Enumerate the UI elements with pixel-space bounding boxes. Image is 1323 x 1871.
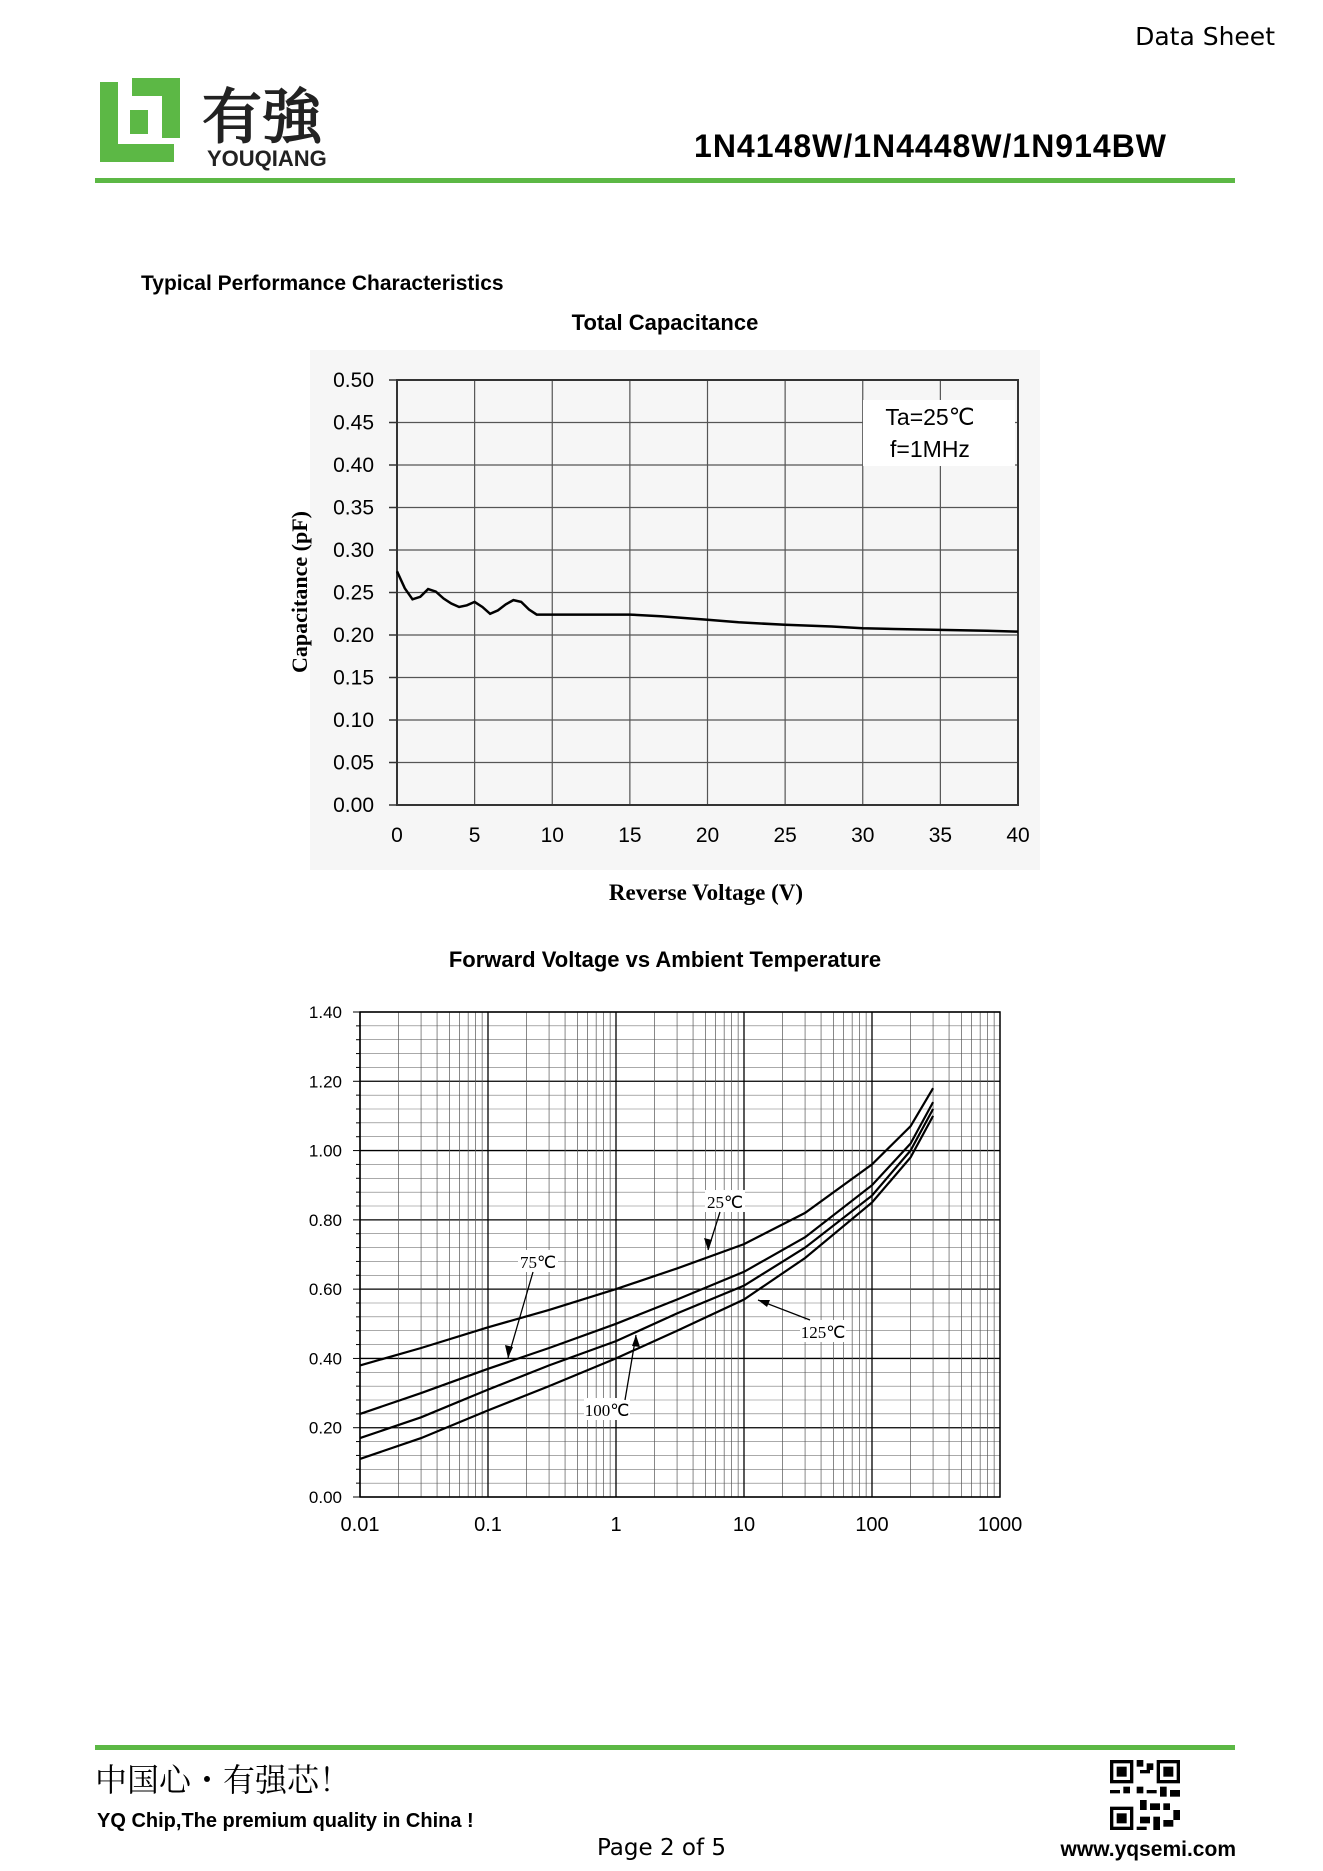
y-tick-label: 0.00 xyxy=(333,794,374,817)
label-125c: 125℃ xyxy=(800,1323,846,1342)
x-tick-label: 0.1 xyxy=(474,1514,502,1536)
chart-title: Forward Voltage vs Ambient Temperature xyxy=(448,947,882,972)
y-tick-label: 0.50 xyxy=(333,369,374,392)
logo-brand-en: YOUQIANG xyxy=(207,146,327,171)
series-line-25℃ xyxy=(360,1088,933,1365)
x-tick-label: 1000 xyxy=(977,1514,1023,1536)
qr-code-icon[interactable] xyxy=(1110,1760,1180,1830)
x-tick-label: 25 xyxy=(773,824,797,847)
x-axis-label: Reverse Voltage (V) xyxy=(608,880,804,905)
footer-slogan-cn: 中国心・有强芯！ xyxy=(95,1761,352,1799)
x-tick-label: 1 xyxy=(610,1514,622,1536)
y-tick-label: 0.40 xyxy=(333,454,374,477)
x-tick-label: 0.01 xyxy=(340,1514,380,1536)
page-number: Page 2 of 5 xyxy=(596,1835,727,1861)
x-tick-label: 0 xyxy=(391,824,403,847)
condition-frequency: f=1MHz xyxy=(890,436,970,462)
y-tick-label: 0.05 xyxy=(333,751,374,775)
y-tick-label: 0.00 xyxy=(308,1488,342,1507)
label-75c: 75℃ xyxy=(519,1253,557,1272)
x-tick-label: 35 xyxy=(928,824,953,847)
x-tick-label: 30 xyxy=(851,824,875,847)
x-tick-label: 40 xyxy=(1006,824,1030,847)
y-tick-label: 0.45 xyxy=(333,411,374,435)
section-title: Typical Performance Characteristics xyxy=(141,272,504,295)
x-tick-label: 10 xyxy=(540,824,564,847)
footer-divider xyxy=(95,1745,1235,1750)
condition-temperature: Ta=25℃ xyxy=(885,404,975,430)
y-tick-label: 0.15 xyxy=(333,666,374,690)
series-line-75℃ xyxy=(360,1102,933,1414)
y-tick-label: 0.35 xyxy=(333,496,374,520)
document-type: Data Sheet xyxy=(1135,22,1275,51)
x-tick-label: 100 xyxy=(855,1514,889,1536)
y-tick-label: 1.00 xyxy=(308,1141,342,1161)
x-tick-label: 15 xyxy=(618,824,642,847)
y-tick-label: 0.10 xyxy=(333,709,374,732)
y-tick-label: 0.25 xyxy=(333,581,374,605)
y-tick-label: 0.80 xyxy=(308,1210,342,1230)
chart-title: Total Capacitance xyxy=(571,310,759,335)
part-numbers-title: 1N4148W/1N4448W/1N914BW xyxy=(694,128,1167,164)
y-tick-label: 0.20 xyxy=(333,624,374,647)
y-tick-label: 0.20 xyxy=(308,1418,342,1438)
x-tick-label: 10 xyxy=(732,1514,756,1536)
logo-brand-cn: 有強 xyxy=(202,84,322,151)
website-link[interactable]: www.yqsemi.com xyxy=(1060,1838,1236,1861)
y-tick-label: 0.40 xyxy=(308,1349,342,1369)
footer-slogan-en: YQ Chip,The premium quality in China ! xyxy=(97,1810,474,1832)
y-tick-label: 0.30 xyxy=(333,539,374,562)
y-axis-label: Capacitance (pF) xyxy=(287,511,312,673)
x-tick-label: 5 xyxy=(468,824,481,847)
y-tick-label: 1.40 xyxy=(308,1003,342,1022)
y-tick-label: 1.20 xyxy=(308,1072,342,1092)
curve-labels xyxy=(505,1190,846,1420)
label-100c: 100℃ xyxy=(584,1401,630,1420)
series-line-100℃ xyxy=(360,1109,933,1438)
y-tick-label: 0.60 xyxy=(308,1280,342,1300)
label-25c: 25℃ xyxy=(706,1193,744,1212)
x-tick-label: 20 xyxy=(695,824,720,847)
